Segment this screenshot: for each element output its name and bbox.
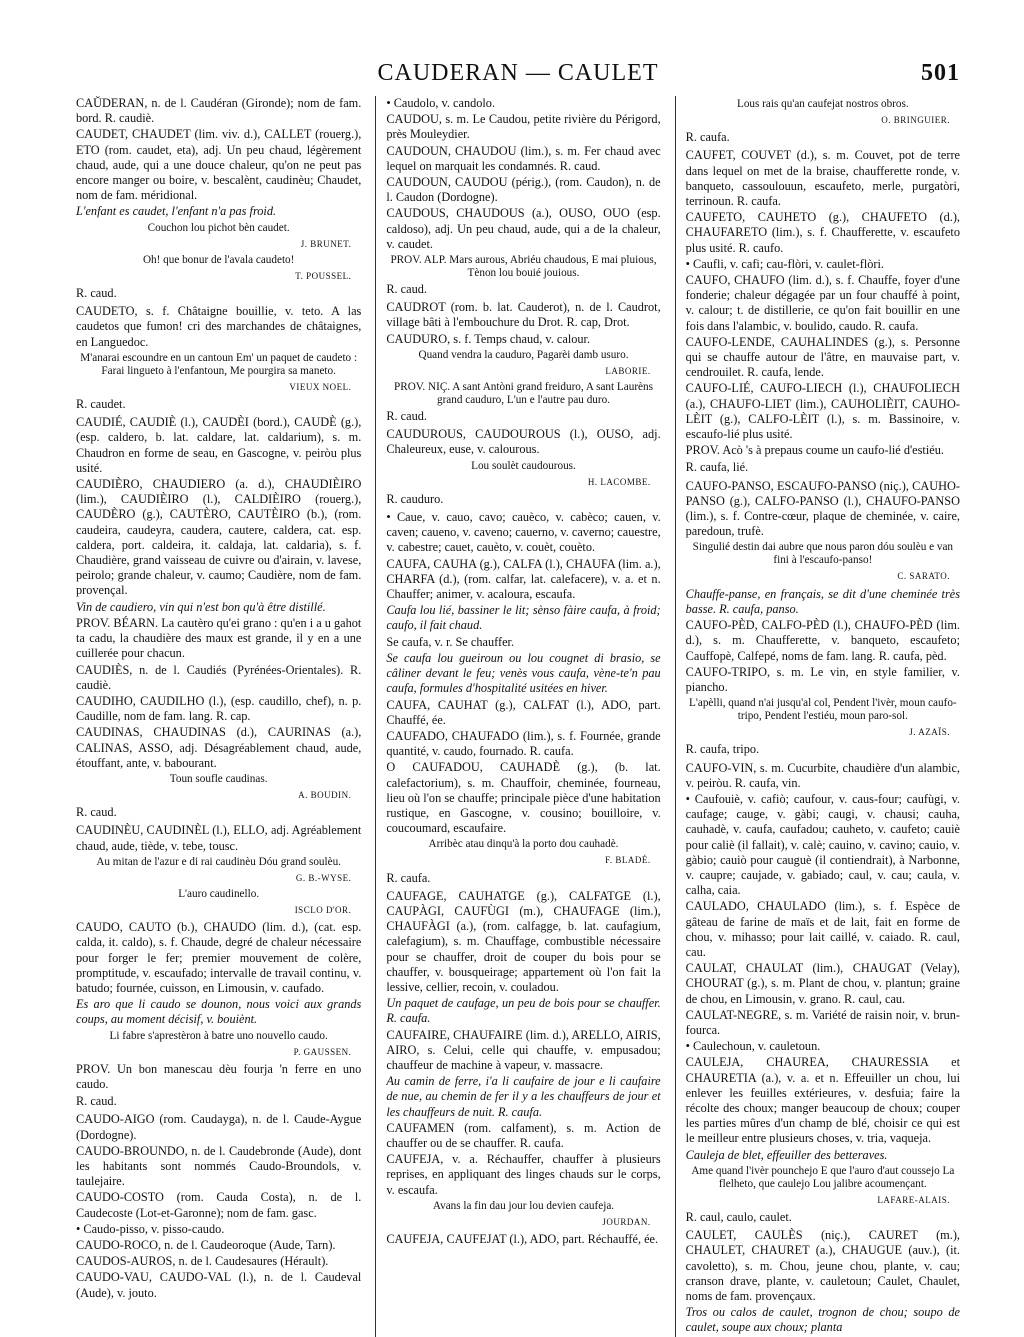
paragraph: CAUDO, CAUTO (b.), CHAUDO (lim. d.), (cat. esp. calda, it. caldo), s. f. Chaude, degré de chaleur nécessaire pour forger le fer; premier mouvement de colère, promptitude, v. escaufado; intervalle de travail continu, v. batudo; fournée, cuisson, en Limousin, v. caufado. bbox=[76, 920, 362, 995]
quote: L'apèlli, quand n'ai jusqu'al col, Pendent l'ivèr, moun caufo-tripo, Pendent l'estiéu, moun paro-sol. bbox=[689, 697, 957, 723]
paragraph: CAUDOUS, CHAUDOUS (a.), OUSO, OUO (esp. caldoso), adj. Un peu chaud, aude, qui a de la chaleur, v. caudet. bbox=[386, 206, 661, 251]
quote: Lous rais qu'an caufejat nostros obros. bbox=[737, 98, 909, 110]
paragraph: Se caufa lou gueiroun ou lou cougnet di brasio, se câliner devant le feu; venès vous caufa, vène-te'n pau caufa, formules d'hospitalité usitées en hiver. bbox=[386, 650, 661, 696]
author: C. SARATO. bbox=[897, 571, 950, 582]
paragraph: PROV. Acò 's à prepaus coume un caufo-lié d'estiéu. bbox=[685, 443, 944, 458]
paragraph: CAUFO-VIN, s. m. Cucurbite, chaudière d'un alambic, v. peiròu. R. caufa, vin. bbox=[685, 760, 960, 790]
paragraph: CAUDUROUS, CAUDOUROUS (l.), OUSO, adj. Chaleureux, euse, v. calourous. bbox=[386, 427, 661, 457]
paragraph: CAULAT, CHAULAT (lim.), CHAUGAT (Velay), CHOURAT (g.), s. m. Plant de chou, v. plantun; graine de chou, en Limousin, v. grano. R. caul, cau. bbox=[685, 961, 960, 1006]
paragraph: Es aro que li caudo se dounon, nous voici aux grands coups, au moment décisif, v. bouiènt. bbox=[76, 997, 362, 1027]
paragraph: CAUFA, CAUHAT (g.), CALFAT (l.), ADO, part. Chauffé, ée. bbox=[386, 697, 661, 727]
quote: Li fabre s'aprestèron à batre uno nouvello caudo. bbox=[109, 1029, 328, 1042]
text-columns bbox=[76, 96, 960, 1335]
paragraph: • Caulechoun, v. cauletoun. bbox=[685, 1039, 821, 1054]
author: G. B.-WYSE. bbox=[295, 872, 352, 883]
paragraph: Tros ou calos de caulet, trognon de chou; soupo de caulet, soupe aux choux; planta bbox=[685, 1305, 960, 1335]
paragraph: • Caufouiè, v. cafiò; caufour, v. caus-four; caufùgi, v. caufage; cauge, v. gàbi; caugi, v. chausi; cauha, cauhadè, v. caufa, caufadou; cauheto, v. caufeto; cauiè pour caliè (il fallait), v. calè; cauino, v. cavino; cauio, v. gàbio; cauiò pour cauguè (il contiendrait), à Narbonne, v. caupre; caujade, v. gabiado; caul, v. cau; caula, v. calha, caia. bbox=[685, 791, 960, 898]
paragraph: Un paquet de caufage, un peu de bois pour se chauffer. R. caufa. bbox=[386, 996, 661, 1026]
paragraph: PROV. BÉARN. La cautèro qu'ei grano : qu'en i a u gahot ta cadu, la chaudière des maux est grande, il y en a une cuillerée pour chacun. bbox=[76, 615, 362, 661]
reference: R. caufa. bbox=[386, 870, 431, 885]
paragraph: CAULADO, CHAULADO (lim.), s. f. Espèce de gâteau de farine de maïs et de lait, fait en forme de chou, v. mihasso; pour lait caillé, v. caiado. R. caul, cau. bbox=[685, 899, 960, 959]
author: T. POUSSEL. bbox=[295, 270, 352, 281]
paragraph: O CAUFADOU, CAUHADÈ (g.), (b. lat. calefactorium), s. m. Chauffoir, cheminée, fourneau, lieu où l'on se chauffe; principale pièce d'une habitation rustique, en Gascogne, v. cousino; bouilloire, v. coucoumard, escaufaire. bbox=[386, 760, 661, 836]
quote: Toun soufle caudinas. bbox=[169, 772, 268, 785]
quote: Avans la fin dau jour lou devien caufeja. bbox=[432, 1199, 615, 1212]
running-head bbox=[76, 60, 960, 90]
author: ISCLO D'OR. bbox=[294, 904, 352, 915]
paragraph: CAUFEJA, v. a. Réchauffer, chauffer à plusieurs reprises, en appliquant des linges chauds sur le corps, v. escaufa. bbox=[386, 1152, 661, 1197]
page-number: 501 bbox=[921, 60, 960, 86]
reference: R. caud. bbox=[76, 1094, 117, 1109]
paragraph: CAUDOUN, CAUDOU (périg.), (rom. Caudon), n. de l. Caudon (Dordogne). bbox=[386, 175, 661, 205]
paragraph: CAUFO-LENDE, CAUHALINDES (g.), s. Personne qui se chauffe autour de l'âtre, en mauvaise part, v. cendrouilet. R. caufa, lende. bbox=[685, 334, 960, 380]
reference: R. caudet. bbox=[76, 397, 126, 412]
paragraph: CAUFAGE, CAUHATGE (g.), CALFATGE (l.), CAUPÀGI, CAUFÙGI (m.), CHAUFAGE (lim.), CHAUFÀGI (a.), (rom. calfagge, b. lat. caufagium, calefagium), s. m. Chauffage, combustible nécessaire pour se chauffer, droit de couper du bois pour se chauffer, v. bousqueirage; appartement où l'on fait la lessive, cellier, recoin, v. couladou. bbox=[386, 888, 661, 994]
paragraph: CAUDOS-AUROS, n. de l. Caudesaures (Hérault). bbox=[76, 1254, 329, 1269]
paragraph: Se caufa, v. r. Se chauffer. bbox=[386, 634, 515, 649]
reference: R. caud. bbox=[76, 805, 117, 820]
paragraph: CAUFO, CHAUFO (lim. d.), s. f. Chauffe, foyer d'une fonderie; chaleur dégagée par un four chauffé à point, v. calour; t. de distillerie, ce qu'on fait bouillir en une fois dans l'alambic, v. boulido, caudo. R. caufa. bbox=[685, 273, 960, 333]
reference: R. caud. bbox=[386, 282, 427, 297]
paragraph: Chauffe-panse, en français, se dit d'une cheminée très basse. R. caufa, panso. bbox=[685, 586, 960, 616]
quote: PROV. NIÇ. A sant Antòni grand freiduro, A sant Laurèns grand cauduro, L'un e l'autre pau duro. bbox=[394, 381, 653, 407]
author: LABORIE. bbox=[605, 365, 651, 376]
column-1 bbox=[76, 96, 361, 1337]
author: J. BRUNET. bbox=[300, 238, 352, 249]
reference: R. caufa. bbox=[685, 130, 730, 145]
quote: PROV. ALP. Mars aurous, Abriéu chaudous, E mai pluious, Tènon lou bouié jouious. bbox=[390, 254, 657, 280]
paragraph: CAUFAIRE, CHAUFAIRE (lim. d.), ARELLO, AIRIS, AIRO, s. Celui, celle qui chauffe, v. empusadou; chauffeur de machine à vapeur, v. massacre. bbox=[386, 1027, 661, 1072]
paragraph: CAUDO-AIGO (rom. Caudayga), n. de l. Caude-Aygue (Dordogne). bbox=[76, 1112, 362, 1142]
paragraph: CAUDO-COSTO (rom. Cauda Costa), n. de l. Caudecoste (Lot-et-Garonne); nom de fam. gasc. bbox=[76, 1190, 362, 1220]
paragraph: L'enfant es caudet, l'enfant n'a pas froid. bbox=[76, 204, 277, 219]
author: P. GAUSSEN. bbox=[293, 1046, 352, 1057]
quote: L'auro caudinello. bbox=[178, 887, 260, 900]
paragraph: Au camin de ferre, i'a li caufaire de jour e li caufaire de nue, au chemin de fer il y a les chauffeurs de jour et les chauffeurs de nuit. R. caufa. bbox=[386, 1074, 661, 1119]
paragraph: CAUFETO, CAUHETO (g.), CHAUFETO (d.), CHAUFARETO (lim.), s. f. Chaufferette, v. escaufeto plus usité. R. caufo. bbox=[685, 210, 960, 255]
author: F. BLADÉ. bbox=[605, 855, 651, 866]
paragraph: CAUDURO, s. f. Temps chaud, v. calour. bbox=[386, 331, 591, 346]
paragraph: CAULET, CAULÈS (niç.), CAURET (m.), CHAULET, CHAURET (a.), CHAUGUE (auv.), (it. cavoletto), s. m. Chou, jeune chou, plante, v. cau; cranson drave, plante, v. cauletoun; Caulet, Chaulet, noms de fam. provençaux. bbox=[685, 1228, 960, 1304]
author: J. AZAÏS. bbox=[909, 727, 950, 738]
quote: Arribèc atau dinqu'à la porto dou cauhadè. bbox=[428, 838, 619, 851]
quote: Quand vendra la cauduro, Pagarèi damb usuro. bbox=[418, 348, 629, 361]
paragraph: • Caudolo, v. candolo. bbox=[386, 96, 496, 110]
paragraph: CAUDO-BROUNDO, n. de l. Caudebronde (Aude), dont les habitants sont nommés Caudo-Broundols, v. taulejaire. bbox=[76, 1143, 362, 1189]
quote: Ame quand l'ivèr pounchejo E que l'auro d'aut coussejo La flelheto, que caulejo Lou jalibre acoumençant. bbox=[691, 1164, 955, 1190]
author: H. LACOMBE. bbox=[587, 476, 651, 487]
paragraph: CAUDET, CHAUDET (lim. viv. d.), CALLET (rouerg.), ETO (rom. caudet, eta), adj. Un peu chaud, légèrement chaud, aude, qui a une douce chaleur, qu'on ne peut pas encore manger ou boire, v. bescalènt, caudinèu; Chaudet, nom de fam. méridional. bbox=[76, 127, 362, 203]
paragraph: CAUFET, COUVET (d.), s. m. Couvet, pot de terre dans lequel on met de la braise, chaufferette ronde, v. banqueto, cassoulouun, escaufeto, merle, purgatòri, terrinoun. R. caufa. bbox=[685, 148, 960, 209]
reference: R. cauduro. bbox=[386, 491, 444, 506]
paragraph: CAUFADO, CHAUFADO (lim.), s. f. Fournée, grande quantité, v. caudo, fournado. R. caufa. bbox=[386, 728, 661, 759]
paragraph: CAUDIÈRO, CHAUDIERO (a. d.), CHAUDIÈIRO (lim.), CAUDIÈIRO (l.), CALDIÈIRO (rouerg.), CAUDÈRO (g.), CAUTÈRO, CAUTÈIRO (b.), (rom. caudeira, caudeyra, caudera, cautere, caldera, cat. esp. caldera, port. caldeira, it. caldaja, lat. caldaria), s. f. Chaudière, grand vaisseau de cuivre ou d'airain, v. lavese, peirolo; grande chaleur, v. caumo; Caudière, nom de fam. provençal. bbox=[76, 477, 362, 598]
paragraph: CAUFAMEN (rom. calfament), s. m. Action de chauffer ou de se chauffer. R. caufa. bbox=[386, 1120, 661, 1150]
quote: Couchon lou pichot bèn caudet. bbox=[147, 221, 290, 234]
paragraph: CAULAT-NEGRE, s. m. Variété de raisin noir, v. brun-fourca. bbox=[685, 1007, 960, 1037]
paragraph: CAUDOU, s. m. Le Caudou, petite rivière du Périgord, près Mouleydier. bbox=[386, 112, 661, 142]
paragraph: CAUDO-VAU, CAUDO-VAL (l.), n. de l. Caudeval (Aude), v. jouto. bbox=[76, 1270, 362, 1300]
author: O. BRINGUIER. bbox=[881, 115, 950, 125]
column-3 bbox=[675, 96, 960, 1337]
paragraph: CAUDIÉ, CAUDIÈ (l.), CAUDÈI (bord.), CAUDÈ (g.), (esp. caldero, b. lat. caldare, lat. caldarium), s. m. Chaudron en forme de seau, en Gascogne, v. peiròu plus usité. bbox=[76, 415, 362, 475]
paragraph: • Caue, v. cauo, cavo; cauèco, v. cabèco; cauen, v. caven; caueno, v. caveno; cauerno, v. caverno; cauestre, v. cabestre; cauet, cauèto, v. couèt, couèto. bbox=[386, 510, 661, 555]
running-head-title: CAUDERAN — CAULET bbox=[377, 60, 659, 86]
paragraph: CAULEJA, CHAUREA, CHAURESSIA et CHAURETIA (a.), v. a. et n. Effeuiller un chou, lui enlever les feuilles extérieures, v. desfuia; faire la récolte des choux; manger beaucoup de choux; couper les parties mûres d'un champ de blé, choisir ce qui est le meilleur entre plusieurs choses, v. tria, vaqueja. bbox=[685, 1055, 960, 1146]
paragraph: CAUDINÈU, CAUDINÈL (l.), ELLO, adj. Agréablement chaud, aude, tiède, v. tebe, tousc. bbox=[76, 823, 362, 853]
paragraph: Caufa lou lié, bassiner le lit; sènso fàire caufa, à froid; caufo, il fait chaud. bbox=[386, 603, 661, 633]
reference: R. caud. bbox=[76, 286, 117, 301]
quote: Lou soulèt caudourous. bbox=[471, 459, 576, 472]
reference: R. caul, caulo, caulet. bbox=[685, 1210, 792, 1224]
paragraph: CAUDIHO, CAUDILHO (l.), (esp. caudillo, chef), n. p. Caudille, nom de fam. lang. R. cap. bbox=[76, 693, 362, 724]
paragraph: CAUFO-LIÉ, CAUFO-LIECH (l.), CHAUFOLIECH (a.), CHAUFO-LIET (lim.), CAUHOLIÈIT, CAUHO-LÈIT (g.), CALFO-LÈIT (l.), s. m. Bassinoire, v. escaufo-lié plus usité. bbox=[685, 381, 960, 442]
paragraph: CAUDO-ROCO, n. de l. Caudeoroque (Aude, Tarn). bbox=[76, 1238, 336, 1252]
column-2 bbox=[375, 96, 660, 1337]
quote: Singulié destin dai aubre que nous paron dóu soulèu e van fini à l'escaufo-panso! bbox=[692, 541, 954, 567]
reference: R. caufa, tripo. bbox=[685, 742, 760, 757]
paragraph: CAŬDERAN, n. de l. Caudéran (Gironde); nom de fam. bord. R. caudiè. bbox=[76, 96, 362, 126]
reference: R. caufa, lié. bbox=[685, 460, 749, 475]
quote: Oh! que bonur de l'avala caudeto! bbox=[142, 253, 295, 266]
paragraph: CAUDOUN, CHAUDOU (lim.), s. m. Fer chaud avec lequel on marquait les condamnés. R. caud. bbox=[386, 143, 661, 173]
author: A. BOUDIN. bbox=[298, 789, 352, 800]
paragraph: CAUDETO, s. f. Châtaigne bouillie, v. teto. A las caudetos que fumon! cri des marchandes de châtaignes, en Languedoc. bbox=[76, 304, 362, 349]
paragraph: CAUFA, CAUHA (g.), CALFA (l.), CHAUFA (lim. a.), CHARFA (d.), (rom. calfar, lat. calefacere), v. a. et n. Chauffer; animer, v. acaloura, escaufa. bbox=[386, 556, 661, 602]
paragraph: CAUFO-TRIPO, s. m. Le vin, en style familier, v. piancho. bbox=[685, 664, 960, 694]
paragraph: Vin de caudiero, vin qui n'est bon qu'à être distillé. bbox=[76, 599, 326, 614]
author: VIEUX NOEL. bbox=[289, 381, 352, 392]
paragraph: • Caufli, v. cafi; cau-flòri, v. caulet-flòri. bbox=[685, 256, 885, 271]
paragraph: CAUFO-PÈD, CALFO-PÈD (l.), CHAUFO-PÈD (lim. d.), s. m. Chaufferette, v. banqueto, escaufeto; Cauffopè, Calfepé, noms de fam. lang. R. caufa, pèd. bbox=[685, 618, 960, 663]
paragraph: CAUDROT (rom. b. lat. Cauderot), n. de l. Caudrot, village bâti à l'embouchure du Drot. R. cap, Drot. bbox=[386, 300, 661, 330]
paragraph: • Caudo-pisso, v. pisso-caudo. bbox=[76, 1221, 225, 1236]
quote: Au mitan de l'azur e di rai caudinèu Dóu grand soulèu. bbox=[96, 855, 341, 868]
paragraph: PROV. Un bon manescau dèu fourja 'n ferre en uno caudo. bbox=[76, 1061, 362, 1091]
paragraph: CAUDINAS, CHAUDINAS (d.), CAURINAS (a.), CALINAS, ASSO, adj. Désagréablement chaud, aude, étouffant, ante, v. babourant. bbox=[76, 725, 362, 770]
author: JOURDAN. bbox=[602, 1216, 651, 1227]
author: LAFARE-ALAIS. bbox=[877, 1194, 950, 1205]
paragraph: Cauleja de blet, effeuiller des betteraves. bbox=[685, 1147, 888, 1162]
paragraph: CAUFO-PANSO, ESCAUFO-PANSO (niç.), CAUHO-PANSO (g.), CALFO-PANSO (l.), CHAUFO-PANSO (lim.), s. f. Contre-cœur, plaque de cheminée, v. caire, paredoun, trufè. bbox=[685, 478, 960, 539]
paragraph: CAUDIÈS, n. de l. Caudiés (Pyrénées-Orientales). R. caudiè. bbox=[76, 662, 362, 692]
paragraph: CAUFEJA, CAUFEJAT (l.), ADO, part. Réchauffé, ée. bbox=[386, 1232, 659, 1246]
quote: M'anarai escoundre en un cantoun Em' un paquet de caudeto : Farai lingueto à l'enfantoun, Me pourgira sa maneto. bbox=[80, 351, 358, 377]
reference: R. caud. bbox=[386, 409, 427, 424]
